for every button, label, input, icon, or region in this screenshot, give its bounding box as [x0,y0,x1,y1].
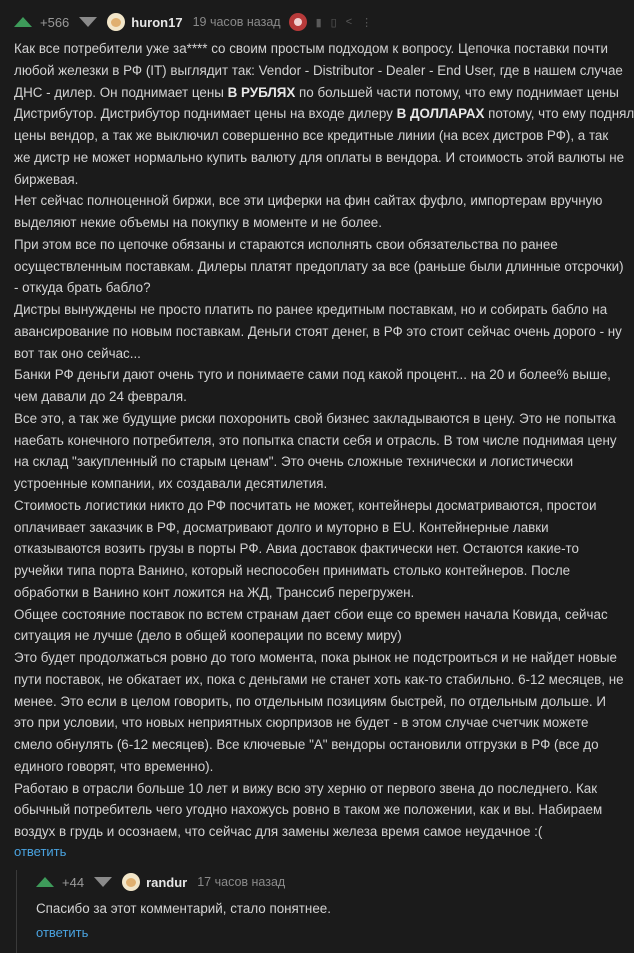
text-segment: Дистрибутор. Дистрибутор поднимает цены на входе дилеру [14,106,397,122]
comment-line [14,125,608,147]
comment-line [14,321,622,343]
text-segment: обработки в Ванино конт ложится на ЖД, Транссиб перегружен. [14,584,415,600]
text-segment: пути поставок, не обкатает их, пока с деньгами не станет хоть как-то стабильно. 6-12 месяцев, не [14,671,624,687]
text-segment: Дистры вынуждены не просто платить по ранее кредитным поставкам, но и собирать бабло на [14,302,608,317]
downvote-icon[interactable] [94,877,112,887]
timestamp[interactable]: 19 часов назад [192,15,281,29]
comment-line [14,691,608,713]
text-segment: Все это, а так же будущие риски похоронить свой бизнес закладываются в цену. Это не попытка [14,410,616,426]
text-segment: цены вендор, а так же выключил совершенно все кредитные линии (на всех дистров РФ), а так [14,128,609,143]
text-segment: Банки РФ деньги дают очень туго и понимаете сами под какой процент... на 20 и более% выше, [14,367,611,383]
comment-line [14,430,617,452]
bold-text: В РУБЛЯХ [227,84,296,100]
comment-line [14,234,608,256]
comment-line [14,190,608,212]
text-segment: наебать конечного потребителя, это попытка спасти себя и отрасль. В том числе поднимая цену [14,432,617,448]
thread-line[interactable] [16,870,17,953]
comment-line [14,103,634,125]
text-segment: любой железки в РФ (IT) выглядит так: Vendor - Distributor - Dealer - End User, где в нашем случае [14,62,623,78]
comment-line [14,495,608,517]
avatar[interactable] [122,873,140,891]
comment-line [14,38,608,60]
comment-line [14,778,608,800]
text-segment: Нет сейчас полноценной биржи, все эти циферки на фин сайтах фуфло, импортерам вручную [14,193,603,209]
avatar[interactable] [107,13,125,31]
comment-line [14,256,624,278]
comment-header [36,872,285,892]
text-segment: ДНС - дилер. Он поднимает цены [14,84,228,100]
text-segment: авансирование по новым поставкам. Деньги стоят денег, в РФ это стоит сейчас очень дорого - ну [14,323,622,339]
comment-line [14,386,608,408]
comment-line [14,169,608,191]
bookmark-icon[interactable]: ▯ [330,16,337,29]
comment-rating: +44 [62,874,85,890]
share-icon[interactable]: < [345,16,353,28]
comment-line [14,647,617,669]
text-segment: вот так оно сейчас... [14,345,141,361]
comment-line [14,343,608,365]
text-segment: осуществленным поставкам. Дилеры платят предоплату за все (раньше были длинные отсрочки) [14,258,624,274]
text-segment: же дистр не может нормально купить валюту для оплаты в вендора. И стоимость этой валюты не [14,149,625,165]
more-icon[interactable]: ⋮ [361,16,373,29]
upvote-icon[interactable] [14,17,32,27]
text-segment: выделяют некие объемы на покупку в моменте и не более. [14,215,382,230]
text-segment: это при условии, что новых неприятных сюрпризов не будет - в этом случае счетчик можете [14,715,589,731]
text-segment: Как все потребители уже за**** со своим простым подходом к вопросу. Цепочка поставки почти [14,41,609,56]
comment-line [14,582,608,604]
text-segment: потому, что ему поднял [484,106,634,122]
comment-paragraph: Спасибо за этот комментарий, стало понятнее. [36,901,331,916]
comment-line [14,821,608,843]
comment-line [14,473,608,495]
text-segment: единого говорят, что временно). [14,758,214,774]
text-segment: отказываются возить грузы в порты РФ. Авиа доставок фактически нет. Остаются какие-то [14,541,579,557]
comment-text [14,38,634,843]
username[interactable]: randur [146,874,188,890]
comment-text [36,898,630,920]
text-segment: Общее состояние поставок по встем странам дает сбои еще со времен начала Ковида, сейчас [14,606,608,622]
comment-rating: +566 [40,14,70,30]
reply-button[interactable]: ответить [36,925,89,940]
comment-line [14,364,611,386]
comment-header [14,12,372,32]
text-segment: устроенные компании, их создавали десятилетия. [14,476,328,491]
comment-line [14,625,608,647]
text-segment: по большей части потому, что ему поднимает цены [295,84,619,100]
text-segment: обычный потребитель чего угодно нахожусь ровно в таком же положении, как и вы. Набираем [14,802,603,818]
comment-line [14,669,624,691]
text-segment: на склад "закупленный по старым ценам". Это очень сложные технически и логистически [14,454,574,470]
text-segment: Стоимость логистики никто до РФ посчитать не может, контейнеры досматриваются, простои [14,497,597,513]
text-segment: биржевая. [14,171,79,187]
text-segment: менее. Это если в целом говорить, по отдельным позициям быстрей, по отдельным дольше. И [14,693,606,709]
award-icon[interactable] [289,13,307,31]
username[interactable]: huron17 [131,14,183,30]
text-segment: - откуда брать бабло? [14,280,151,296]
text-segment: воздух в грудь и осознаем, что сейчас для замены железа время самое неудачное :( [14,824,543,839]
text-segment: Это будет продолжаться ровно до того момента, пока рынок не подстроиться и не найдет новые [14,650,617,665]
comment-line [14,277,608,299]
text-segment: смело обнулять (6-12 месяцев). Все ключевые "A" вендоры остановили отгрузки в РФ (все до [14,737,599,752]
comment-line [14,734,608,756]
comment-line [14,60,623,82]
comment-line [14,517,608,539]
comment-line [14,560,608,582]
upvote-icon[interactable] [36,877,54,887]
comment-line [14,451,608,473]
text-segment: ситуация не лучше (дело в общей кооперации по всему миру) [14,628,402,644]
comment-line [14,604,608,626]
comment-line [14,712,608,734]
downvote-icon[interactable] [79,17,97,27]
text-segment: Работаю в отрасли больше 10 лет и вижу всю эту херню от первого звена до последнего. Как [14,780,598,796]
text-segment: оплачивает заказчик в РФ, досматривают долго и муторно в EU. Контейнерные лавки [14,519,549,535]
text-segment: чем давали до 24 февраля. [14,389,187,404]
comment-line [14,756,608,778]
comment-line [14,299,608,321]
timestamp[interactable]: 17 часов назад [197,875,286,889]
comment-line [14,799,608,821]
reply-button[interactable]: ответить [14,844,67,859]
comment-line [14,408,616,430]
text-segment: При этом все по цепочке обязаны и стараются исполнять свои обязательства по ранее [14,236,558,252]
save-icon[interactable]: ▮ [315,16,322,29]
text-segment: ручейки типа порта Ванино, который неспособен принимать столько контейнеров. После [14,563,571,578]
comment-line [14,212,608,234]
comment-line [14,538,608,560]
bold-text: В ДОЛЛАРАХ [396,106,485,122]
comment-line [14,82,619,104]
comment-line [14,147,625,169]
